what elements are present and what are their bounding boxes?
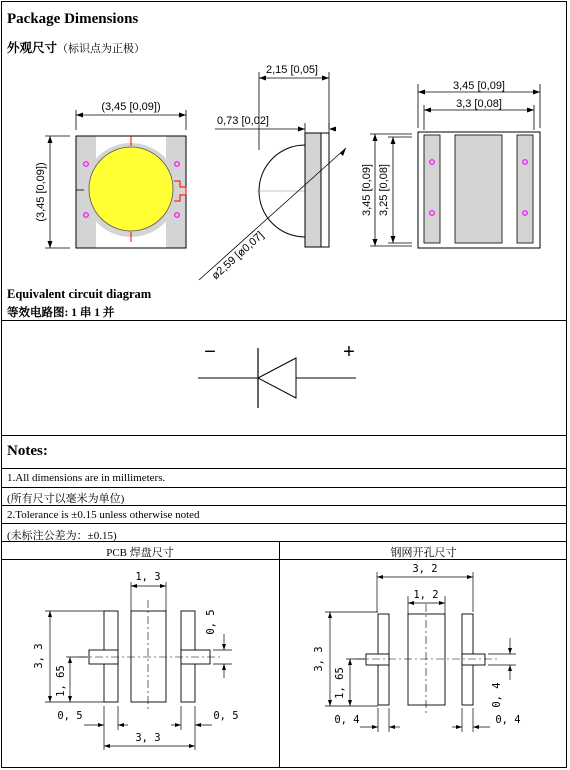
bottom-view-inner-width-label: 3,3 [0,08] [456,98,502,110]
stencil-dim-bottom-pads [334,708,520,732]
stencil-dim-top-inner [408,589,445,614]
side-view-diameter-label: ø2,59 [ø0,07] [209,229,267,283]
pcb-dim-half-label: 1, 65 [55,665,67,697]
note-item: (所有尺寸以毫米为单位) [7,493,125,505]
notes-title: Notes: [7,443,48,459]
pcb-dim-bottom-left-label: 0, 5 [57,710,83,722]
stencil-dim-top-inner-label: 1, 2 [413,589,439,601]
pcb-dim-right-label: 0, 5 [205,609,217,635]
bottom-view-outer-height-label: 3,45 [0,09] [361,164,373,216]
circuit-subtitle: 等效电路图: 1 串 1 并 [7,307,115,319]
circuit-plus: + [343,341,355,363]
circuit-title: Equivalent circuit diagram [7,287,152,301]
side-view-lens-offset-label: 0,73 [0,02] [217,115,269,127]
stencil-dim-right-label: 0, 4 [491,682,503,708]
stencil-dim-half-label: 1, 65 [334,667,346,699]
stencil-dim-height-label: 3, 3 [313,646,325,672]
package-title: Package Dimensions [7,11,139,27]
package-subtitle-note: （标识点为正极） [57,43,146,55]
top-view-height-label: (3,45 [0,09]) [35,162,47,222]
stencil-apertures [356,604,498,714]
note-item: 2.Tolerance is ±0.15 unless otherwise noted [7,509,200,521]
bottom-view-outer-width-label: 3,45 [0,09] [453,80,505,92]
note-item: (未标注公差为：±0.15) [7,530,117,542]
pcb-header: PCB 焊盘尺寸 [106,547,174,559]
package-subtitle-cn: 外观尺寸 [7,41,58,55]
note-item: 1.All dimensions are in millimeters. [7,472,166,484]
side-view-width-label: 2,15 [0,05] [266,64,318,76]
pcb-dim-bottom-label: 3, 3 [135,732,161,744]
top-view-width-label: (3,45 [0,09]) [101,101,161,113]
circuit-minus: − [204,341,216,363]
stencil-header: 钢网开孔尺寸 [390,547,457,559]
stencil-dim-bottom-left-label: 0, 4 [334,714,360,726]
stencil-dim-top-outer-label: 3, 2 [412,563,438,575]
stencil-dim-half [334,659,366,706]
stencil-dim-bottom-right-label: 0, 4 [495,714,521,726]
stencil-dim-top-outer [377,563,473,612]
pcb-dim-height-label: 3, 3 [33,643,45,669]
pcb-dim-top-label: 1, 3 [135,571,161,583]
stencil-dim-right [488,638,516,708]
bottom-view-inner-height-label: 3,25 [0,08] [378,164,390,216]
pcb-dim-bottom-right-label: 0, 5 [213,710,239,722]
